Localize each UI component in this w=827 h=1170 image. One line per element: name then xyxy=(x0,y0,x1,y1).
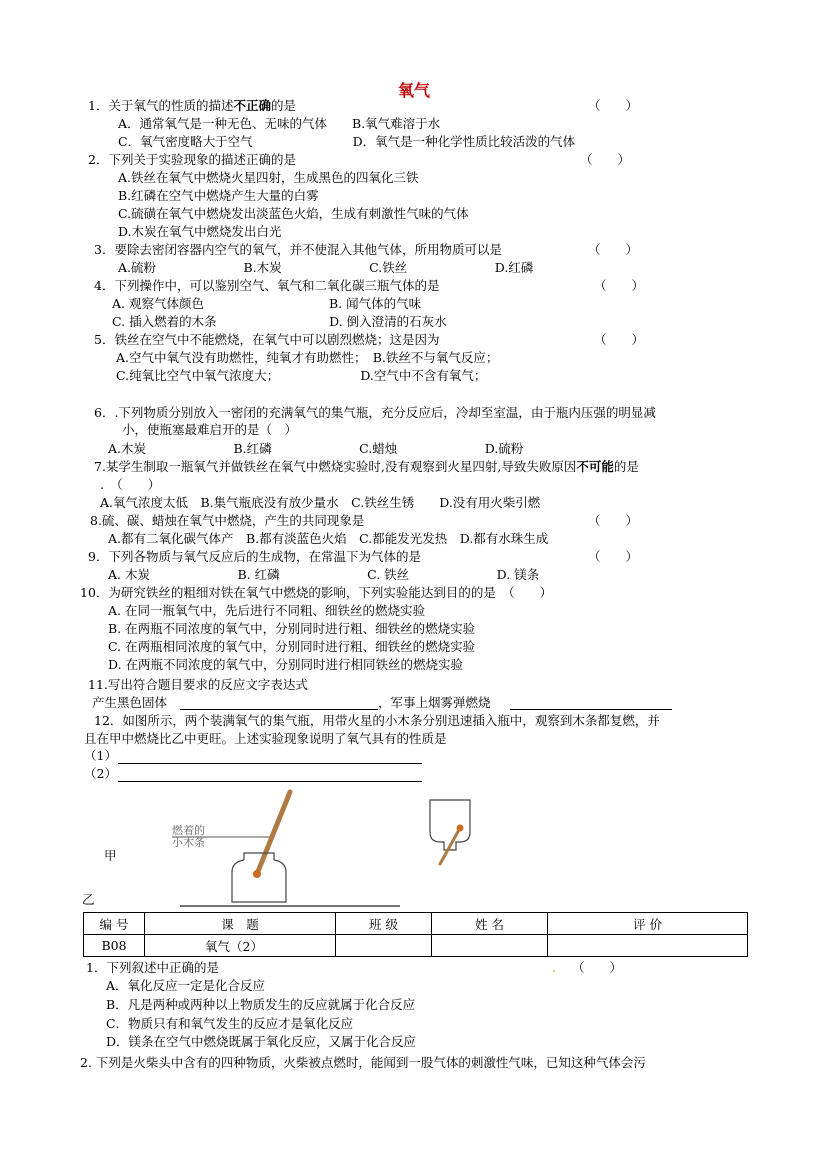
question-12-stem: 12．如图所示，两个装满氧气的集气瓶，用带火星的小木条分别迅速插入瓶中，观察到木条都复燃，并 xyxy=(94,713,660,728)
answer-line-label: （1） xyxy=(84,748,117,763)
option-line: A．氧化反应一定是化合反应 xyxy=(106,978,266,993)
table-cell[interactable] xyxy=(548,935,748,957)
question-10-stem: 10．为研究铁丝的粗细对铁在氧气中燃烧的影响，下列实验能达到目的的是 （ ） xyxy=(80,585,553,600)
option-line: A. 在同一瓶氧气中，先后进行不同粗、细铁丝的燃烧实验 xyxy=(108,603,425,618)
option-line: B．凡是两种或两种以上物质发生的反应就属于化合反应 xyxy=(106,997,416,1012)
answer-bracket: （ ） xyxy=(588,513,639,528)
ember xyxy=(253,870,261,878)
question-4-stem: 4．下列操作中，可以鉴别空气、氧气和二氧化碳三瓶气体的是 xyxy=(94,278,440,293)
answer-bracket: （ ） xyxy=(594,278,645,293)
option-line: C.纯氧比空气中氧气浓度大； D.空气中不含有氧气； xyxy=(116,368,487,383)
question-1-stem: 1．关于氧气的性质的描述不正确的是 xyxy=(88,98,296,113)
wooden-stick-yi xyxy=(440,828,460,864)
question-2-stem: 2．下列关于实验现象的描述正确的是 xyxy=(88,152,296,167)
question-12-stem-cont: 且在甲中燃烧比乙中更旺。上述实验现象说明了氧气具有的性质是 xyxy=(84,731,447,746)
answer-bracket: （ ） xyxy=(588,98,639,113)
table-header: 姓 名 xyxy=(432,913,548,935)
answer-blank xyxy=(118,781,422,782)
ember-yi xyxy=(457,825,464,832)
page-title: 氧气 xyxy=(398,81,431,100)
answer-bracket: （ ） xyxy=(588,549,639,564)
question-6-stem-cont: 小，使瓶塞最难启开的是（ ） xyxy=(122,422,298,437)
option-line: A.氧气浓度太低 B.集气瓶底没有放少量水 C.铁丝生锈 D.没有用火柴引燃 xyxy=(100,495,541,510)
option-line: A. 观察气体颜色 B. 闻气体的气味 xyxy=(112,296,422,311)
answer-blank xyxy=(180,709,378,710)
option-line: A.空气中氧气没有助燃性，纯氧才有助燃性； B.铁丝不与氧气反应； xyxy=(116,350,499,365)
option-line: C. 在两瓶相同浓度的氧气中，分别同时进行粗、细铁丝的燃烧实验 xyxy=(108,639,476,654)
option-line: C.硫磺在氧气中燃烧发出淡蓝色火焰，生成有刺激性气味的气体 xyxy=(118,206,469,221)
question-3-stem: 3．要除去密闭容器内空气的氧气，并不使混入其他气体，所用物质可以是 xyxy=(94,242,502,257)
fill-label: 产生黑色固体 xyxy=(92,695,168,710)
option-line: C. 插入燃着的木条 D. 倒入澄清的石灰水 xyxy=(112,314,447,329)
question-6-stem: 6．.下列物质分别放入一密闭的充满氧气的集气瓶，充分反应后，冷却至室温，由于瓶内压强的明显减 xyxy=(94,405,656,420)
dot-mark: . xyxy=(552,960,556,975)
option-line: D．镁条在空气中燃烧既属于氧化反应，又属于化合反应 xyxy=(106,1034,417,1049)
answer-bracket: . （ ） xyxy=(100,477,161,492)
option-line: C．物质只有和氧气发生的反应才是氧化反应 xyxy=(106,1016,354,1031)
jar-jia-neck xyxy=(244,853,274,860)
p2-question-2-stem: 2. 下列是火柴头中含有的四种物质，火柴被点燃时，能闻到一股气体的刺激性气味，已知这种气体会污 xyxy=(80,1055,646,1070)
option-line: A.木炭 B.红磷 C.蜡烛 D.硫粉 xyxy=(108,441,524,456)
stick-label-2: 小木条 xyxy=(172,836,205,849)
option-line: A. 木炭 B. 红磷 C. 铁丝 D. 镁条 xyxy=(108,567,540,582)
answer-bracket: （ ） xyxy=(580,152,631,167)
question-9-stem: 9．下列各物质与氧气反应后的生成物，在常温下为气体的是 xyxy=(88,549,421,564)
option-line: D.木炭在氧气中燃烧发出白光 xyxy=(118,224,282,239)
option-line: B.红磷在空气中燃烧产生大量的白雾 xyxy=(118,188,319,203)
answer-line-label: （2） xyxy=(84,766,117,781)
wooden-stick xyxy=(257,792,290,874)
option-line: D. 在两瓶不同浓度的氧气中，分别同时进行相同铁丝的燃烧实验 xyxy=(108,657,464,672)
question-11-stem: 11.写出符合题目要求的反应文字表达式 xyxy=(88,677,308,692)
question-8-stem: 8.硫、碳、蜡烛在氧气中燃烧，产生的共同现象是 xyxy=(90,513,365,528)
p2-question-1-stem: 1．下列叙述中正确的是 xyxy=(86,960,219,975)
answer-bracket: （ ） xyxy=(588,242,639,257)
table-cell: 氧气（2） xyxy=(145,935,336,957)
table-row xyxy=(84,935,748,957)
table-header: 班 级 xyxy=(336,913,432,935)
jar-yi xyxy=(430,800,470,850)
question-7-stem: 7.某学生制取一瓶氧气并做铁丝在氧气中燃烧实验时,没有观察到火星四射,导致失败原因不可能的是 xyxy=(94,459,639,474)
option-line: A.硫粉 B.木炭 C.铁丝 D.红磷 xyxy=(118,260,534,275)
fill-label: ，军事上烟雾弹燃烧 xyxy=(378,695,491,710)
table-header: 课 题 xyxy=(145,913,336,935)
table-header: 评 价 xyxy=(548,913,748,935)
table-cell[interactable] xyxy=(336,935,432,957)
question-5-stem: 5．铁丝在空气中不能燃烧，在氧气中可以剧烈燃烧；这是因为 xyxy=(94,332,440,347)
table-header-row xyxy=(84,913,748,935)
option-line: B. 在两瓶不同浓度的氧气中，分别同时进行粗、细铁丝的燃烧实验 xyxy=(108,621,476,636)
gas-jar-figure xyxy=(160,788,480,910)
answer-blank xyxy=(510,709,672,710)
table-header: 编 号 xyxy=(84,913,145,935)
label-yi: 乙 xyxy=(82,892,95,907)
option-line: C．氧气密度略大于空气 D．氧气是一种化学性质比较活泼的气体 xyxy=(118,134,576,149)
label-jia: 甲 xyxy=(104,848,117,863)
info-table xyxy=(83,912,748,957)
table-cell: B08 xyxy=(84,935,145,957)
answer-bracket: （ ） xyxy=(594,332,645,347)
stick-label-1: 燃着的 xyxy=(172,824,205,837)
answer-blank xyxy=(118,763,422,764)
answer-bracket: （ ） xyxy=(572,960,623,975)
option-line: A.铁丝在氧气中燃烧火星四射，生成黑色的四氧化三铁 xyxy=(118,170,419,185)
option-line: A.都有二氧化碳气体产 B.都有淡蓝色火焰 C.都能发光发热 D.都有水珠生成 xyxy=(108,531,549,546)
table-cell[interactable] xyxy=(432,935,548,957)
option-line: A．通常氧气是一种无色、无味的气体 B.氧气难溶于水 xyxy=(118,116,441,131)
